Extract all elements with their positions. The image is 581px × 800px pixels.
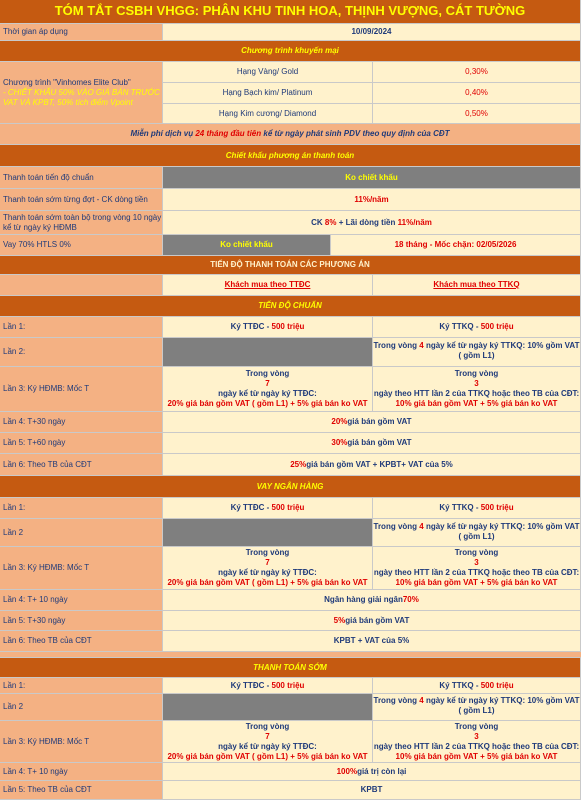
ttkq-value: Ký TTKQ - 500 triệu — [373, 498, 581, 519]
sec2-row2 — [0, 519, 581, 547]
ttkq-value: Trong vòng 4 ngày kể từ ngày ký TTKQ: 10% gồm VAT ( gồm L1) — [373, 338, 581, 367]
sec1-row2 — [0, 338, 581, 367]
loan-label: Vay 70% HTLS 0% — [0, 235, 163, 256]
ttdc-empty — [163, 519, 373, 547]
promo-program-name: Chương trình "Vinhomes Elite Club" — [3, 77, 131, 87]
step-label: Lần 4: T+ 10 ngày — [0, 590, 163, 611]
sec2-header-row — [0, 476, 581, 498]
col-ttkq: Khách mua theo TTKQ — [373, 275, 581, 296]
promo-tier-platinum — [163, 83, 581, 104]
discount-row-standard — [0, 167, 581, 189]
ttdc-value: Trong vòng 7 ngày kể từ ngày ký TTĐC: 20% giá bán gồm VAT ( gồm L1) + 5% giá bán ko VAT — [163, 547, 373, 590]
sec2-row3 — [0, 547, 581, 590]
sec3-row2 — [0, 694, 581, 721]
step-label: Lần 2 — [0, 519, 163, 547]
step-value: 5% giá bán gồm VAT — [163, 611, 581, 631]
step-value: Ngân hàng giải ngân 70% — [163, 590, 581, 611]
tier-name: Hạng Bạch kim/ Platinum — [163, 83, 373, 104]
sec3-row3 — [0, 721, 581, 763]
sec2-row6 — [0, 631, 581, 652]
discount-row-loan — [0, 235, 581, 256]
sheet-title: TÓM TẮT CSBH VHGG: PHÂN KHU TINH HOA, THỊNH VƯỢNG, CÁT TƯỜNG — [0, 0, 581, 24]
schedule-columns-row — [0, 275, 581, 296]
sec3-header: THANH TOÁN SỚM — [0, 658, 581, 678]
promo-program — [0, 62, 163, 124]
step-label: Lần 4: T+30 ngày — [0, 412, 163, 433]
promo-block — [0, 62, 581, 124]
discount-header: Chiết khấu phương án thanh toán — [0, 145, 581, 167]
sec1-row4 — [0, 412, 581, 433]
apply-time-label: Thời gian áp dụng — [0, 24, 163, 41]
loan-discount: Ko chiết khấu — [163, 235, 331, 256]
promo-tiers — [163, 62, 581, 124]
step-label: Lần 4: T+ 10 ngày — [0, 763, 163, 781]
step-label: Lần 2: — [0, 338, 163, 367]
step-label: Lần 3: Ký HĐMB: Mốc T — [0, 721, 163, 763]
sec1-row5 — [0, 433, 581, 454]
loan-term: 18 tháng - Mốc chặn: 02/05/2026 — [331, 235, 581, 256]
discount-label: Thanh toán sớm từng đợt - CK dòng tiền — [0, 189, 163, 211]
ttdc-value: Trong vòng 7 ngày kể từ ngày ký TTĐC: 20% giá bán gồm VAT ( gồm L1) + 5% giá bán ko VAT — [163, 721, 373, 763]
ttdc-value: Trong vòng 7 ngày kể từ ngày ký TTĐC: 20% giá bán gồm VAT ( gồm L1) + 5% giá bán ko VAT — [163, 367, 373, 412]
tier-rate: 0,30% — [373, 62, 581, 83]
step-value: 100% giá trị còn lại — [163, 763, 581, 781]
step-label: Lần 1: — [0, 498, 163, 519]
ttkq-value: Trong vòng 3 ngày theo HTT lần 2 của TTKQ hoặc theo TB của CĐT: 10% giá bán gồm VAT + 5% giá bán ko VAT — [373, 547, 581, 590]
step-label: Lần 6: Theo TB của CĐT — [0, 454, 163, 476]
sec3-row4 — [0, 763, 581, 781]
promo-header-row — [0, 41, 581, 62]
tier-name: Hạng Vàng/ Gold — [163, 62, 373, 83]
sec2-header: VAY NGÂN HÀNG — [0, 476, 581, 498]
step-label: Lần 3: Ký HĐMB: Mốc T — [0, 367, 163, 412]
schedule-col-blank — [0, 275, 163, 296]
ttkq-value: Trong vòng 4 ngày kể từ ngày ký TTKQ: 10% gồm VAT ( gồm L1) — [373, 694, 581, 721]
sec1-header: TIẾN ĐỘ CHUẨN — [0, 296, 581, 317]
step-value: 25% giá bán gồm VAT + KPBT+ VAT của 5% — [163, 454, 581, 476]
free-service-row — [0, 124, 581, 145]
promo-header: Chương trình khuyến mại — [0, 41, 581, 62]
apply-time-value: 10/09/2024 — [163, 24, 581, 41]
promo-program-desc: - CHIẾT KHẤU 50% VÀO GIÁ BÁN TRƯỚC VAT VÀ KPBT, 50% tích điểm Vpoint — [3, 87, 160, 107]
ttdc-value: Ký TTĐC - 500 triệu — [163, 317, 373, 338]
step-label: Lần 1: — [0, 678, 163, 694]
ttkq-value: Trong vòng 3 ngày theo HTT lần 2 của TTKQ hoặc theo TB của CĐT: 10% giá bán gồm VAT + 5% giá bán ko VAT — [373, 721, 581, 763]
col-ttdc: Khách mua theo TTĐC — [163, 275, 373, 296]
discount-value: CK 8% + Lãi dòng tiền 11%/năm — [163, 211, 581, 235]
tier-rate: 0,40% — [373, 83, 581, 104]
schedule-header: TIẾN ĐỘ THANH TOÁN CÁC PHƯƠNG ÁN — [0, 256, 581, 275]
free-service-note: Miễn phí dịch vụ 24 tháng đầu tiên kể từ ngày phát sinh PDV theo quy định của CĐT — [0, 124, 581, 145]
discount-label: Thanh toán sớm toàn bộ trong vòng 10 ngày kể từ ngày ký HĐMB — [0, 211, 163, 235]
sec2-row1 — [0, 498, 581, 519]
step-value: 30% giá bán gồm VAT — [163, 433, 581, 454]
discount-value: Ko chiết khấu — [163, 167, 581, 189]
step-label: Lần 3: Ký HĐMB: Mốc T — [0, 547, 163, 590]
step-value: KPBT — [163, 781, 581, 800]
sec1-row3 — [0, 367, 581, 412]
promo-tier-gold — [163, 62, 581, 83]
step-label: Lần 5: Theo TB của CĐT — [0, 781, 163, 800]
step-value: 20% giá bán gồm VAT — [163, 412, 581, 433]
ttdc-empty — [163, 694, 373, 721]
ttdc-value: Ký TTĐC - 500 triệu — [163, 678, 373, 694]
discount-value: 11%/năm — [163, 189, 581, 211]
step-label: Lần 5: T+60 ngày — [0, 433, 163, 454]
sec2-row4 — [0, 590, 581, 611]
title-row — [0, 0, 581, 24]
step-label: Lần 5: T+30 ngày — [0, 611, 163, 631]
schedule-header-row — [0, 256, 581, 275]
step-label: Lần 2 — [0, 694, 163, 721]
ttkq-value: Ký TTKQ - 500 triệu — [373, 317, 581, 338]
tier-rate: 0,50% — [373, 104, 581, 124]
sec1-header-row — [0, 296, 581, 317]
step-label: Lần 6: Theo TB của CĐT — [0, 631, 163, 652]
step-label: Lần 1: — [0, 317, 163, 338]
apply-time-row — [0, 24, 581, 41]
discount-label: Thanh toán tiến độ chuẩn — [0, 167, 163, 189]
sec2-row5 — [0, 611, 581, 631]
sec3-header-row — [0, 658, 581, 678]
ttdc-value: Ký TTĐC - 500 triệu — [163, 498, 373, 519]
ttkq-value: Trong vòng 4 ngày kể từ ngày ký TTKQ: 10% gồm VAT ( gồm L1) — [373, 519, 581, 547]
promo-tier-diamond — [163, 104, 581, 124]
sec1-row6 — [0, 454, 581, 476]
sec1-row1 — [0, 317, 581, 338]
ttkq-value: Ký TTKQ - 500 triệu — [373, 678, 581, 694]
sec3-row1 — [0, 678, 581, 694]
ttdc-empty — [163, 338, 373, 367]
discount-row-early-full — [0, 211, 581, 235]
discount-row-early-partial — [0, 189, 581, 211]
sec3-row5 — [0, 781, 581, 800]
discount-header-row — [0, 145, 581, 167]
ttkq-value: Trong vòng 3 ngày theo HTT lần 2 của TTKQ hoặc theo TB của CĐT: 10% giá bán gồm VAT + 5% giá bán ko VAT — [373, 367, 581, 412]
tier-name: Hạng Kim cương/ Diamond — [163, 104, 373, 124]
step-value: KPBT + VAT của 5% — [163, 631, 581, 652]
